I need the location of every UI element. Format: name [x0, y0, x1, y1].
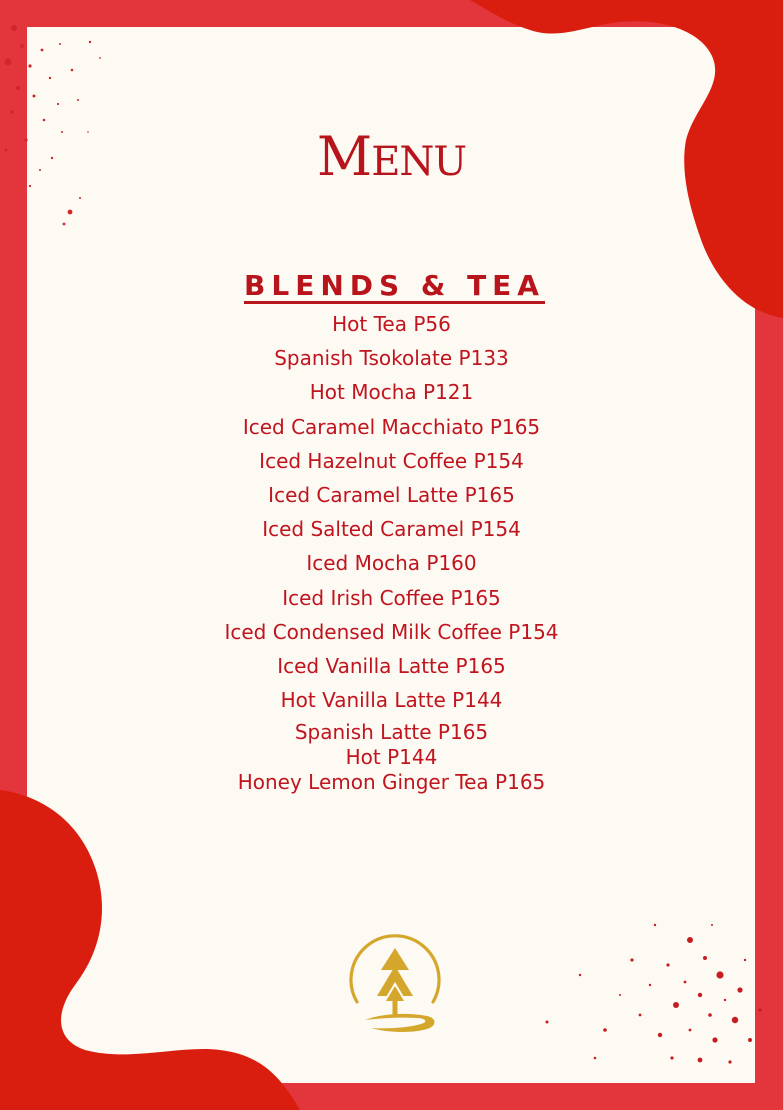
tree-triangle-logo-icon [345, 928, 445, 1048]
section-heading-text: BLENDS & TEA [244, 269, 545, 302]
menu-title [0, 126, 783, 193]
menu-item: Iced Mocha P160 [306, 551, 477, 576]
menu-item: Iced Irish Coffee P165 [282, 585, 501, 610]
menu-item: Iced Caramel Latte P165 [268, 482, 515, 507]
menu-item: Iced Salted Caramel P154 [262, 517, 521, 542]
menu-item: Iced Vanilla Latte P165 [277, 653, 506, 678]
menu-item: Hot Mocha P121 [309, 380, 474, 405]
menu-item: Hot Tea P56 [332, 312, 451, 336]
menu-item: Spanish Tsokolate P133 [274, 346, 509, 371]
menu-item-list [0, 307, 783, 801]
section-heading [0, 266, 783, 311]
menu-item: Honey Lemon Ginger Tea P165 [237, 770, 546, 795]
menu-item: Spanish Latte P165 [294, 720, 489, 745]
menu-item: Iced Caramel Macchiato P165 [242, 414, 541, 439]
menu-title-text: MENU [316, 125, 467, 188]
menu-item: Iced Hazelnut Coffee P154 [259, 448, 524, 473]
menu-item: Iced Condensed Milk Coffee P154 [224, 619, 559, 644]
menu-item: Hot P144 [345, 745, 438, 770]
menu-item: Hot Vanilla Latte P144 [280, 688, 503, 713]
